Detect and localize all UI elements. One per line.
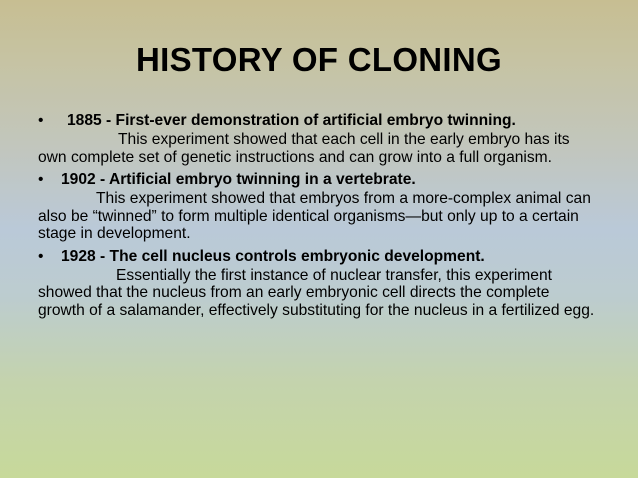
bullet-heading: 1902 - Artificial embryo twinning in a vertebrate. — [61, 171, 416, 188]
slide-title: HISTORY OF CLONING — [136, 41, 502, 78]
bullet-icon: • — [38, 112, 44, 129]
bullet-item-1885 — [38, 110, 598, 131]
bullet-icon: • — [38, 171, 44, 188]
bullet-description: Essentially the first instance of nuclear transfer, this experiment showed that the nucleus from an early embryonic cell directs the complete growth of a salamander, effectively substituting for the nucleus in a fertilized egg. — [38, 266, 595, 319]
bullet-description: This experiment showed that each cell in the early embryo has its own complete set of genetic instructions and can grow into a full organism. — [38, 131, 570, 166]
bullet-heading: 1885 - First-ever demonstration of artificial embryo twinning. — [67, 112, 516, 129]
bullet-item-1928 — [38, 246, 598, 267]
bullet-heading: 1928 - The cell nucleus controls embryonic development. — [61, 247, 485, 265]
bullet-icon: • — [38, 247, 44, 265]
bullet-item-1902 — [38, 169, 598, 190]
bullet-description: This experiment showed that embryos from a more-complex animal can also be “twinned” to form multiple identical organisms—but only up to a certain stage in development. — [38, 190, 591, 242]
slide-content — [38, 110, 598, 320]
